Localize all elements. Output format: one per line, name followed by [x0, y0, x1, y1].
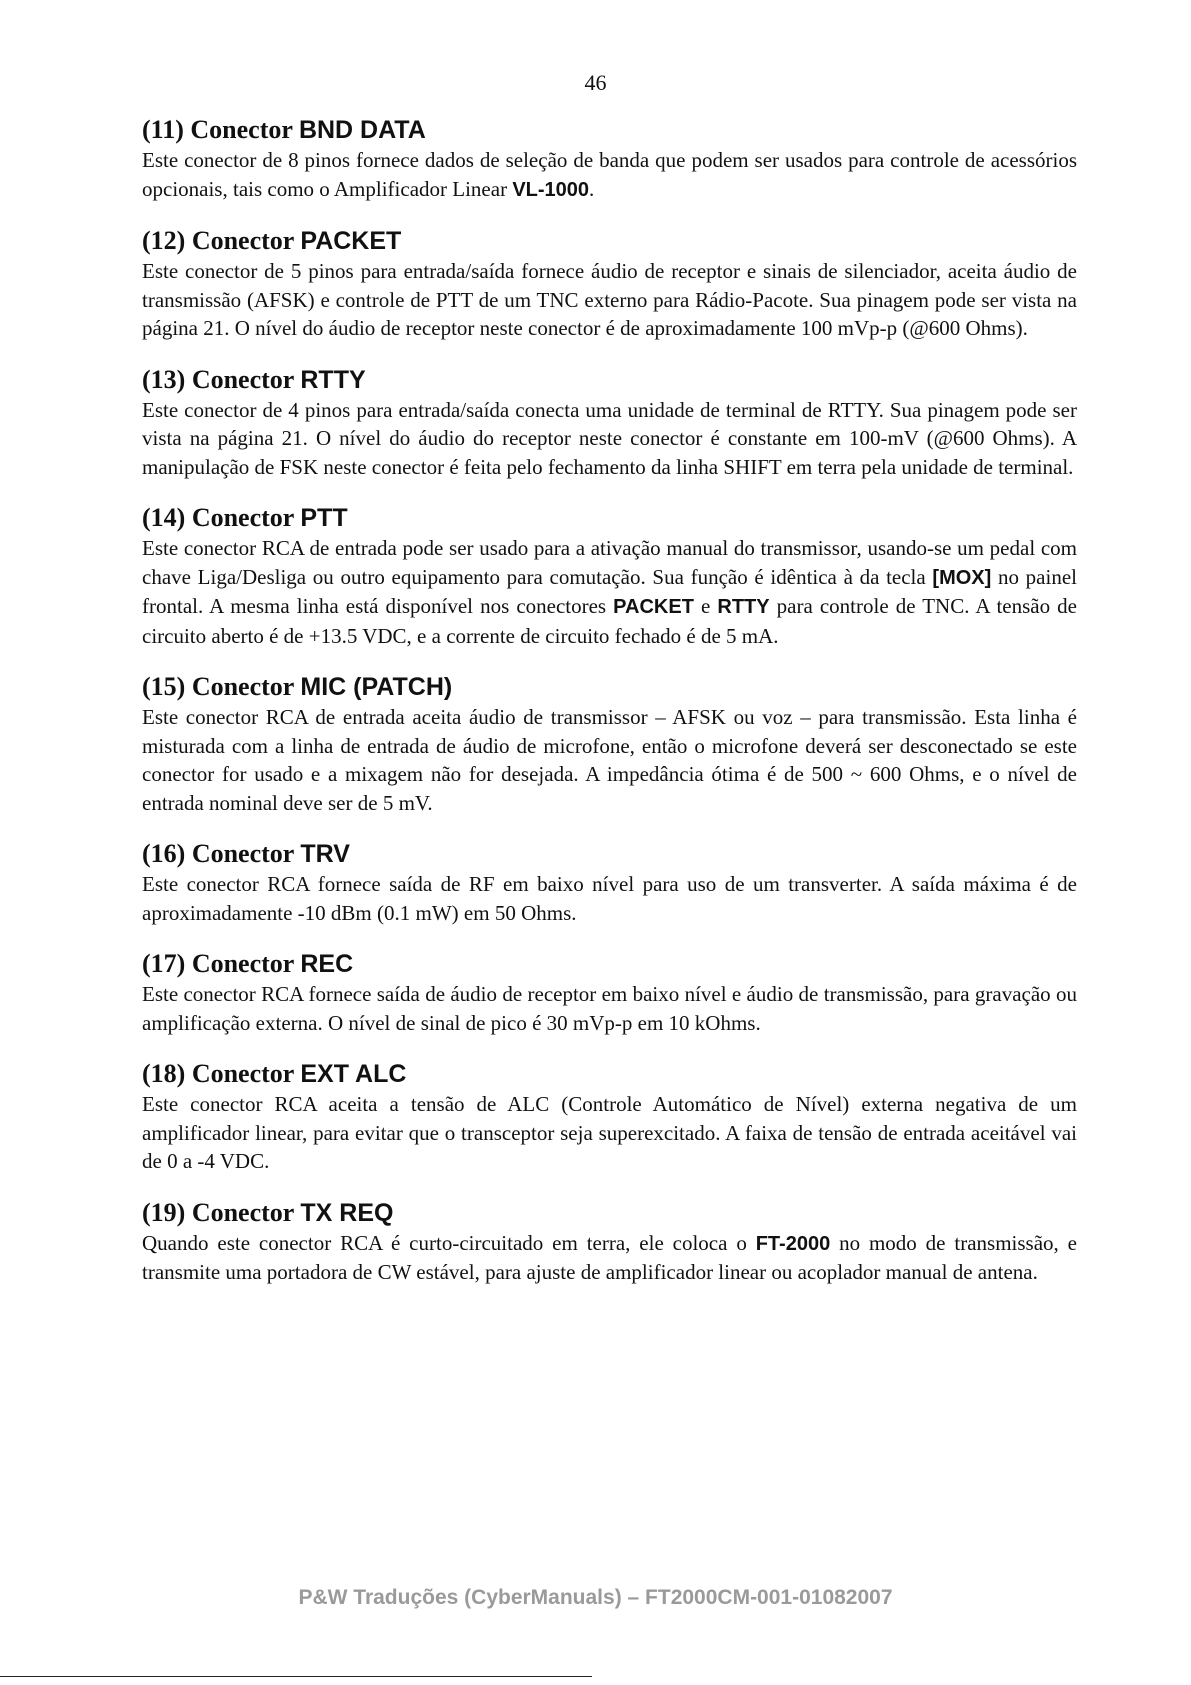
connector-section: [142, 839, 1077, 927]
section-heading: [142, 115, 1077, 145]
connector-section: [142, 949, 1077, 1037]
footer-text: P&W Traduções (CyberManuals) – FT2000CM-001-01082007: [298, 1586, 893, 1609]
paragraph-text: no modo de transmissão, e transmite uma portadora de CW estável, para ajuste de amplificador linear ou acoplador manual de antena.: [142, 1230, 1077, 1284]
section-paragraph: [142, 534, 1077, 650]
connector-section: [142, 365, 1077, 482]
heading-keyword: EXT ALC: [300, 1060, 407, 1088]
paragraph-text: no painel frontal. A mesma linha está disponível nos conectores: [142, 564, 1077, 618]
section-paragraph: [142, 980, 1077, 1037]
paragraph-text: Este conector de 8 pinos fornece dados de seleção de banda que podem ser usados para controle de acessórios opcionais, tais como o Amplificador Linear: [142, 148, 1077, 201]
connector-section: [142, 226, 1077, 343]
inline-keyword: VL-1000: [512, 178, 590, 201]
section-heading: [142, 839, 1077, 869]
paragraph-text: Este conector RCA fornece saída de RF em baixo nível para uso de um transverter. A saída máxima é de aproximadamente -10 dBm (0.1 mW) em 50 Ohms.: [142, 872, 1077, 925]
section-heading: [142, 1198, 1077, 1228]
document-body: [142, 115, 1077, 1309]
heading-prefix: (14) Conector: [142, 503, 301, 532]
heading-prefix: (13) Conector: [142, 364, 301, 394]
connector-section: [142, 503, 1077, 650]
inline-keyword: [MOX]: [932, 566, 992, 589]
section-heading: [142, 949, 1077, 979]
heading-prefix: (12) Conector: [142, 226, 301, 255]
heading-keyword: RTTY: [300, 365, 366, 394]
paragraph-text: Quando este conector RCA é curto-circuitado em terra, ele coloca o: [142, 1230, 756, 1255]
heading-prefix: (15) Conector: [142, 672, 301, 701]
heading-keyword: PTT: [300, 504, 348, 532]
heading-prefix: (18) Conector: [142, 1059, 301, 1088]
paragraph-text: para controle de TNC. A tensão de circuito aberto é de +13.5 VDC, e a corrente de circuito fechado é de 5 mA.: [142, 594, 1077, 648]
inline-keyword: RTTY: [717, 596, 770, 618]
section-heading: [142, 1059, 1077, 1089]
heading-keyword: TX REQ: [300, 1198, 394, 1227]
connector-section: [142, 115, 1077, 204]
section-heading: [142, 365, 1077, 395]
heading-keyword: MIC (PATCH): [300, 673, 453, 701]
heading-prefix: (16) Conector: [142, 839, 301, 868]
section-heading: [142, 503, 1077, 533]
paragraph-text: .: [589, 176, 595, 201]
section-paragraph: [142, 1229, 1077, 1287]
heading-prefix: (11) Conector: [142, 115, 299, 144]
paragraph-text: Este conector de 5 pinos para entrada/saída fornece áudio de receptor e sinais de silenciador, aceita áudio de transmissão (AFSK) e controle de PTT de um TNC externo para Rádio-Pacote. Sua pinagem pode ser vista na página 21. O nível do áudio de receptor neste conector é de aproximadamente 100 mVp-p (@600 Ohms).: [142, 259, 1077, 340]
heading-prefix: (17) Conector: [142, 949, 301, 978]
heading-prefix: (19) Conector: [142, 1197, 301, 1227]
section-heading: [142, 226, 1077, 256]
section-heading: [142, 672, 1077, 702]
connector-section: [142, 1059, 1077, 1176]
paragraph-text: Este conector de 4 pinos para entrada/saída conecta uma unidade de terminal de RTTY. Sua pinagem pode ser vista na página 21. O nível do áudio do receptor neste conector é constante em 100-mV (@600 Ohms). A manipulação de FSK neste conector é feita pelo fechamento da linha SHIFT em terra pela unidade de terminal.: [142, 397, 1077, 479]
paragraph-text: Este conector RCA de entrada aceita áudio de transmissor – AFSK ou voz – para transmissão. Esta linha é misturada com a linha de entrada de áudio de microfone, então o microfone deverá ser desconectado se este conector for usado e a mixagem não for desejada. A impedância ótima é de 500 ~ 600 Ohms, e o nível de entrada nominal deve ser de 5 mV.: [142, 705, 1077, 815]
section-paragraph: [142, 703, 1077, 817]
page-number: 46: [584, 70, 607, 95]
section-paragraph: [142, 1090, 1077, 1176]
heading-keyword: REC: [300, 950, 354, 978]
paragraph-text: Este conector RCA aceita a tensão de ALC (Controle Automático de Nível) externa negativa de um amplificador linear, para evitar que o transceptor seja superexcitado. A faixa de tensão de entrada aceitável vai de 0 a -4 VDC.: [142, 1092, 1077, 1173]
heading-keyword: PACKET: [300, 227, 402, 255]
connector-section: [142, 1198, 1077, 1287]
inline-keyword: PACKET: [613, 596, 694, 618]
heading-keyword: BND DATA: [298, 116, 426, 144]
heading-keyword: TRV: [300, 840, 350, 868]
paragraph-text: Este conector RCA de entrada pode ser usado para a ativação manual do transmissor, usando-se um pedal com chave Liga/Desliga ou outro equipamento para comutação. Sua função é idêntica à da tecla: [142, 536, 1077, 589]
paragraph-text: e: [693, 594, 718, 618]
inline-keyword: FT-2000: [755, 1232, 831, 1255]
section-paragraph: [142, 870, 1077, 927]
section-paragraph: [142, 146, 1077, 204]
section-paragraph: [142, 396, 1077, 482]
connector-section: [142, 672, 1077, 817]
section-paragraph: [142, 257, 1077, 343]
paragraph-text: Este conector RCA fornece saída de áudio de receptor em baixo nível e áudio de transmissão, para gravação ou amplificação externa. O nível de sinal de pico é 30 mVp-p em 10 kOhms.: [142, 982, 1077, 1035]
footer-rule: [0, 1676, 592, 1677]
